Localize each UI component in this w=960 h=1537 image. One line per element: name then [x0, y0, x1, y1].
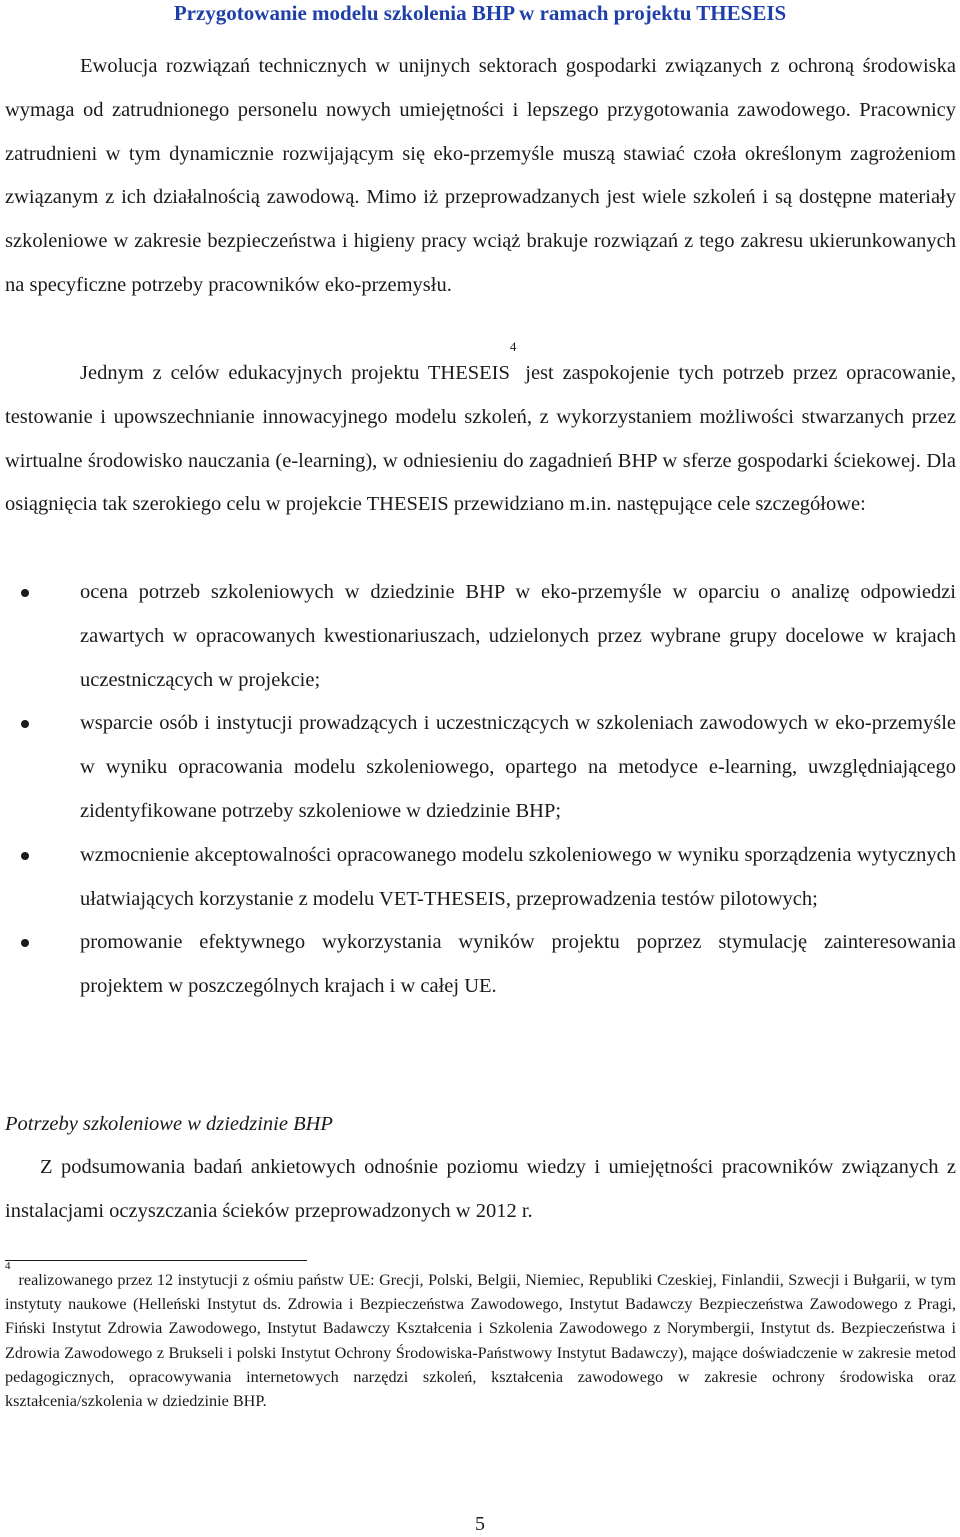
paragraph-goals-start: Jednym z celów edukacyjnych projektu THESEIS: [80, 362, 510, 384]
document-title: Przygotowanie modelu szkolenia BHP w ramach projektu THESEIS: [173, 1, 787, 25]
objectives-list: [0, 571, 956, 1009]
bullet-icon: [21, 939, 29, 947]
list-item-text: wzmocnienie akceptowalności opracowanego modelu szkoleniowego w wyniku sporządzenia wytycznych ułatwiających korzystanie z modelu VET-THESEIS, przeprowadzenia testów pilotowych;: [80, 843, 956, 910]
list-item: [0, 702, 956, 833]
paragraph-survey: Z podsumowania badań ankietowych odnośnie poziomu wiedzy i umiejętności pracowników związanych z instalacjami oczyszczania ścieków przeprowadzonych w 2012 r.: [5, 1156, 956, 1222]
footnote-number: 4: [5, 1260, 11, 1272]
footnote-divider: [5, 1260, 307, 1261]
page-number: 5: [475, 1513, 485, 1535]
list-item-text: ocena potrzeb szkoleniowych w dziedzinie BHP w eko-przemyśle w oparciu o analizę odpowiedzi zawartych w opracowanych kwestionariuszach, udzielonych przez wybrane grupy docelowe w krajach uczestniczących w projekcie;: [80, 581, 956, 691]
paragraph-goals-end: jest zaspokojenie tych potrzeb przez opracowanie, testowanie i upowszechnianie innowacyjnego modelu szkoleń, z wykorzystaniem możliwości stwarzanych przez wirtualne środowisko nauczania (e-learning), w odniesieniu do zagadnień BHP w sferze gospodarki ściekowej. Dla osiągnięcia tak szerokiego celu w projekcie THESEIS przewidziano m.in. następujące cele szczegółowe:: [5, 362, 956, 516]
list-item-text: promowanie efektywnego wykorzystania wyników projektu poprzez stymulację zainteresowania projektem w poszczególnych krajach i w całej UE.: [80, 931, 956, 998]
list-item: [0, 921, 956, 1009]
footnote-text: realizowanego przez 12 instytucji z ośmiu państw UE: Grecji, Polski, Belgii, Niemiec, Republiki Czeskiej, Finlandii, Szwecji i Bułgarii, w tym instytuty naukowe (Helleński Instytut ds. Zdrowia i Bezpieczeństwa Zawodowego, Instytut Badawczy Bezpieczeństwa Zawodowego z Pragi, Fiński Instytut Zdrowia Zawodowego, Instytut Badawczy Kształcenia i Szkolenia Zawodowego z Norymbergii, Instytut ds. Bezpieczeństwa i Zdrowia Zawodowego z Brukseli i polski Instytut Ochrony Środowiska-Państwowy Instytut Badawczy), mające doświadczenie w zakresie metod pedagogicznych, opracowywania internetowych narzędzi szkoleń, kształcenia zawodowego w zakresie ochrony środowiska oraz kształcenia/szkolenia w dziedzinie BHP.: [5, 1271, 956, 1411]
paragraph-intro: Ewolucja rozwiązań technicznych w unijnych sektorach gospodarki związanych z ochroną środowiska wymaga od zatrudnionego personelu nowych umiejętności i lepszego przygotowania zawodowego. Pracownicy zatrudnieni w tym dynamicznie rozwijającym się eko-przemyśle muszą stawiać czoła określonym zagrożeniom związanym z ich działalnością zawodową. Mimo iż przeprowadzanych jest wiele szkoleń i są dostępne materiały szkoleniowe w zakresie bezpieczeństwa i higieny pracy wciąż brakuje rozwiązań z tego zakresu ukierunkowanych na specyficzne potrzeby pracowników eko-przemysłu.: [5, 55, 956, 296]
bullet-icon: [21, 852, 29, 860]
bullet-icon: [21, 720, 29, 728]
footnote-reference[interactable]: 4: [509, 339, 517, 354]
section-heading: Potrzeby szkoleniowe w dziedzinie BHP: [5, 1113, 333, 1135]
footnote: [5, 1260, 956, 1413]
list-item: [0, 571, 956, 702]
list-item: [0, 834, 956, 922]
paragraph-goals: [5, 339, 956, 527]
bullet-icon: [21, 589, 29, 597]
list-item-text: wsparcie osób i instytucji prowadzących i uczestniczących w szkoleniach zawodowych w eko-przemyśle w wyniku opracowania modelu szkoleniowego, opartego na metodyce e-learning, uwzględniającego zidentyfikowane potrzeby szkoleniowe w dziedzinie BHP;: [80, 712, 956, 822]
